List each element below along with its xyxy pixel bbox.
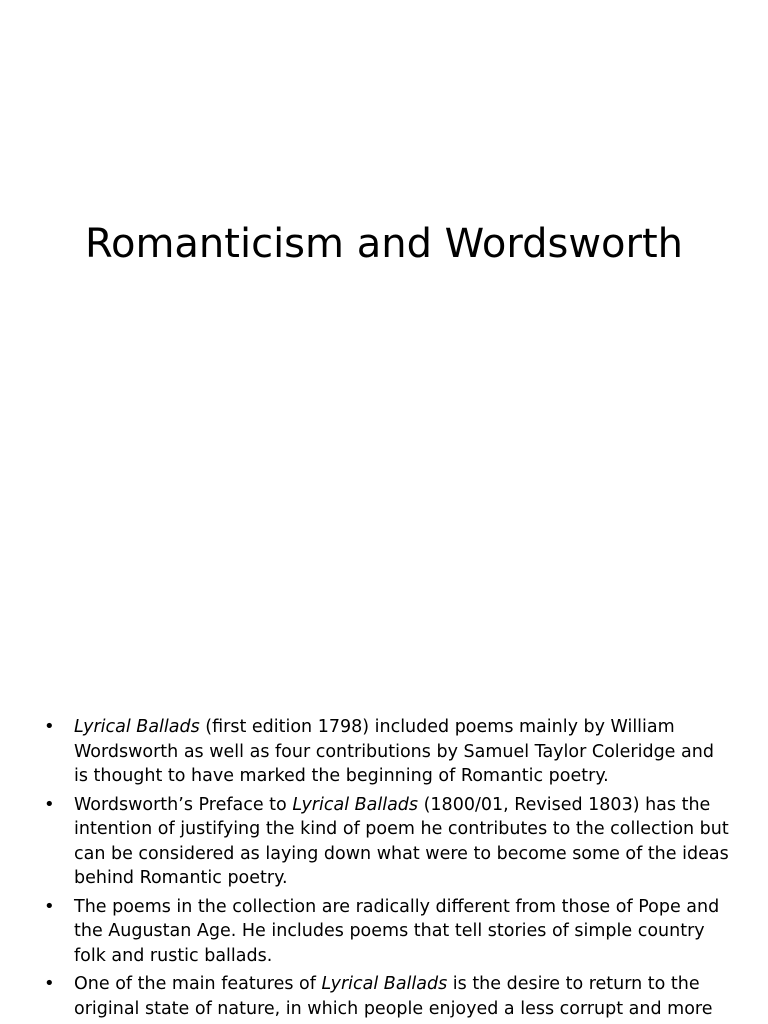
- bullet-3-part-1: The poems in the collection are radically different from those of Pope and the Augustan Age. He includes poems that tell stories of simple country folk and rustic ballads.: [74, 896, 720, 966]
- bullet-list: [40, 715, 730, 1024]
- bullet-4-part-1: One of the main features of: [74, 974, 322, 994]
- bullet-text-1: [74, 717, 714, 786]
- bullet-2-part-3: (1800/01, Revised 1803) has the intention of justifying the kind of poem he contributes to the collection but can be considered as laying down what were to become some of the ideas behind Romantic poetry.: [74, 794, 729, 888]
- bullet-1-part-1: Lyrical Ballads: [74, 717, 200, 737]
- slide-title: Romanticism and Wordsworth: [84, 221, 683, 267]
- bullet-item-4: [40, 972, 730, 1021]
- bullet-1-part-2: (first edition 1798) included poems mainly by William Wordsworth as well as four contributions by Samuel Taylor Coleridge and is thought to have marked the beginning of Romantic poetry.: [74, 717, 714, 786]
- bullet-text-4: [74, 974, 713, 1019]
- bullet-4-part-2: Lyrical Ballads: [321, 974, 448, 994]
- bullet-marker: •: [44, 973, 55, 994]
- bullet-text-2: [74, 795, 729, 889]
- bullet-2-part-2: Lyrical Ballads: [292, 794, 419, 815]
- bullet-4-part-3: is the desire to return to the original state of nature, in which people enjoyed a less corrupt and more: [74, 974, 713, 1019]
- bullet-item-2: [40, 793, 730, 891]
- bullet-marker: •: [44, 716, 55, 737]
- bullet-item-1: [40, 715, 730, 789]
- bullet-marker: •: [44, 895, 55, 917]
- bullet-2-part-1: Wordsworth’s Preface to: [74, 794, 293, 815]
- bullet-marker: •: [44, 793, 55, 815]
- bullet-item-3: [40, 895, 730, 969]
- bullet-text-3: [74, 897, 719, 966]
